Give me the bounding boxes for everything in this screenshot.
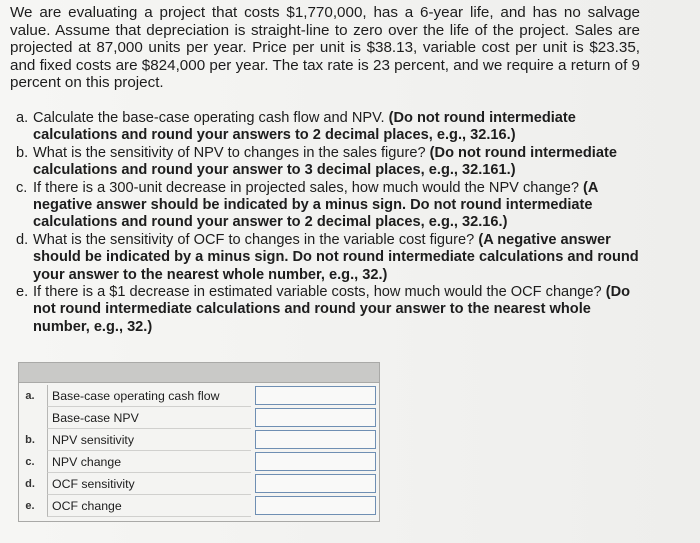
question-text: If there is a $1 decrease in estimated variable costs, how much would the OCF change?: [33, 284, 606, 301]
row-label: Base-case operating cash flow: [47, 385, 251, 407]
question-letter: e.: [16, 284, 29, 301]
problem-statement: We are evaluating a project that costs $1,770,000, has a 6-year life, and has no salvage value. Assume that depreciation is straight-line to zero over the life of the project. Sales are projected at 87,000 units per year. Price per unit is $38.13, variable cost per unit is $23.35, and fixed costs are $824,000 per year. The tax rate is 23 percent, and we require a return of 9 percent on this project.: [10, 4, 640, 92]
question-body: [33, 180, 646, 232]
answer-table-header: [18, 362, 380, 383]
question-letter: c.: [16, 179, 28, 196]
row-letter: b.: [25, 434, 35, 446]
question-body: [33, 284, 646, 336]
row-label: NPV sensitivity: [47, 429, 251, 451]
npv-sensitivity-input[interactable]: [255, 430, 376, 449]
question-instruction: (Do not round intermediate calculations and round your answer to the nearest whole number, e.g., 32.): [33, 284, 631, 335]
table-row: [19, 385, 379, 407]
base-case-ocf-input[interactable]: [255, 386, 376, 405]
row-letter: e.: [25, 500, 35, 512]
question-instruction: (A negative answer should be indicated by a minus sign. Do not round intermediate calculations and round your answer to the nearest whole number, e.g., 32.): [33, 231, 639, 283]
question-c: [16, 180, 646, 232]
table-row: [19, 407, 379, 429]
ocf-sensitivity-input[interactable]: [255, 474, 376, 493]
question-text: What is the sensitivity of NPV to changes in the sales figure?: [33, 144, 430, 161]
row-label: NPV change: [47, 451, 251, 473]
question-instruction: (A negative answer should be indicated by a minus sign. Do not round intermediate calculations and round your answer to 2 decimal places, e.g., 32.16.): [33, 179, 598, 231]
question-text: Calculate the base-case operating cash flow and NPV.: [33, 110, 389, 126]
question-b: [16, 145, 646, 180]
question-text: What is the sensitivity of OCF to changes in the variable cost figure?: [33, 231, 479, 248]
question-body: [33, 232, 646, 284]
row-letter: [19, 407, 41, 429]
question-letter: a.: [16, 110, 29, 126]
question-body: [33, 110, 646, 145]
table-row: [19, 429, 379, 451]
question-instruction: (Do not round intermediate calculations and round your answers to 2 decimal places, e.g., 32.16.): [33, 110, 576, 144]
question-body: [33, 145, 646, 180]
table-row: [19, 451, 379, 473]
question-a: [16, 110, 646, 145]
row-letter: c.: [25, 456, 35, 468]
question-e: [16, 284, 646, 336]
base-case-npv-input[interactable]: [255, 408, 376, 427]
question-letter: d.: [16, 231, 29, 248]
question-d: [16, 232, 646, 284]
ocf-change-input[interactable]: [255, 496, 376, 515]
question-instruction: (Do not round intermediate calculations and round your answer to 3 decimal places, e.g., 32.161.): [33, 144, 617, 179]
question-letter: b.: [16, 144, 29, 161]
question-list: [16, 110, 646, 336]
question-text: If there is a 300-unit decrease in projected sales, how much would the NPV change?: [33, 179, 584, 196]
row-label: OCF change: [47, 495, 251, 517]
row-letter: d.: [25, 478, 35, 490]
row-label: Base-case NPV: [47, 407, 251, 429]
row-label: OCF sensitivity: [47, 473, 251, 495]
npv-change-input[interactable]: [255, 452, 376, 471]
answer-table-body: [18, 383, 380, 522]
answer-table: [18, 362, 380, 522]
row-letter: a.: [25, 390, 35, 402]
table-row: [19, 473, 379, 495]
table-row: [19, 495, 379, 517]
